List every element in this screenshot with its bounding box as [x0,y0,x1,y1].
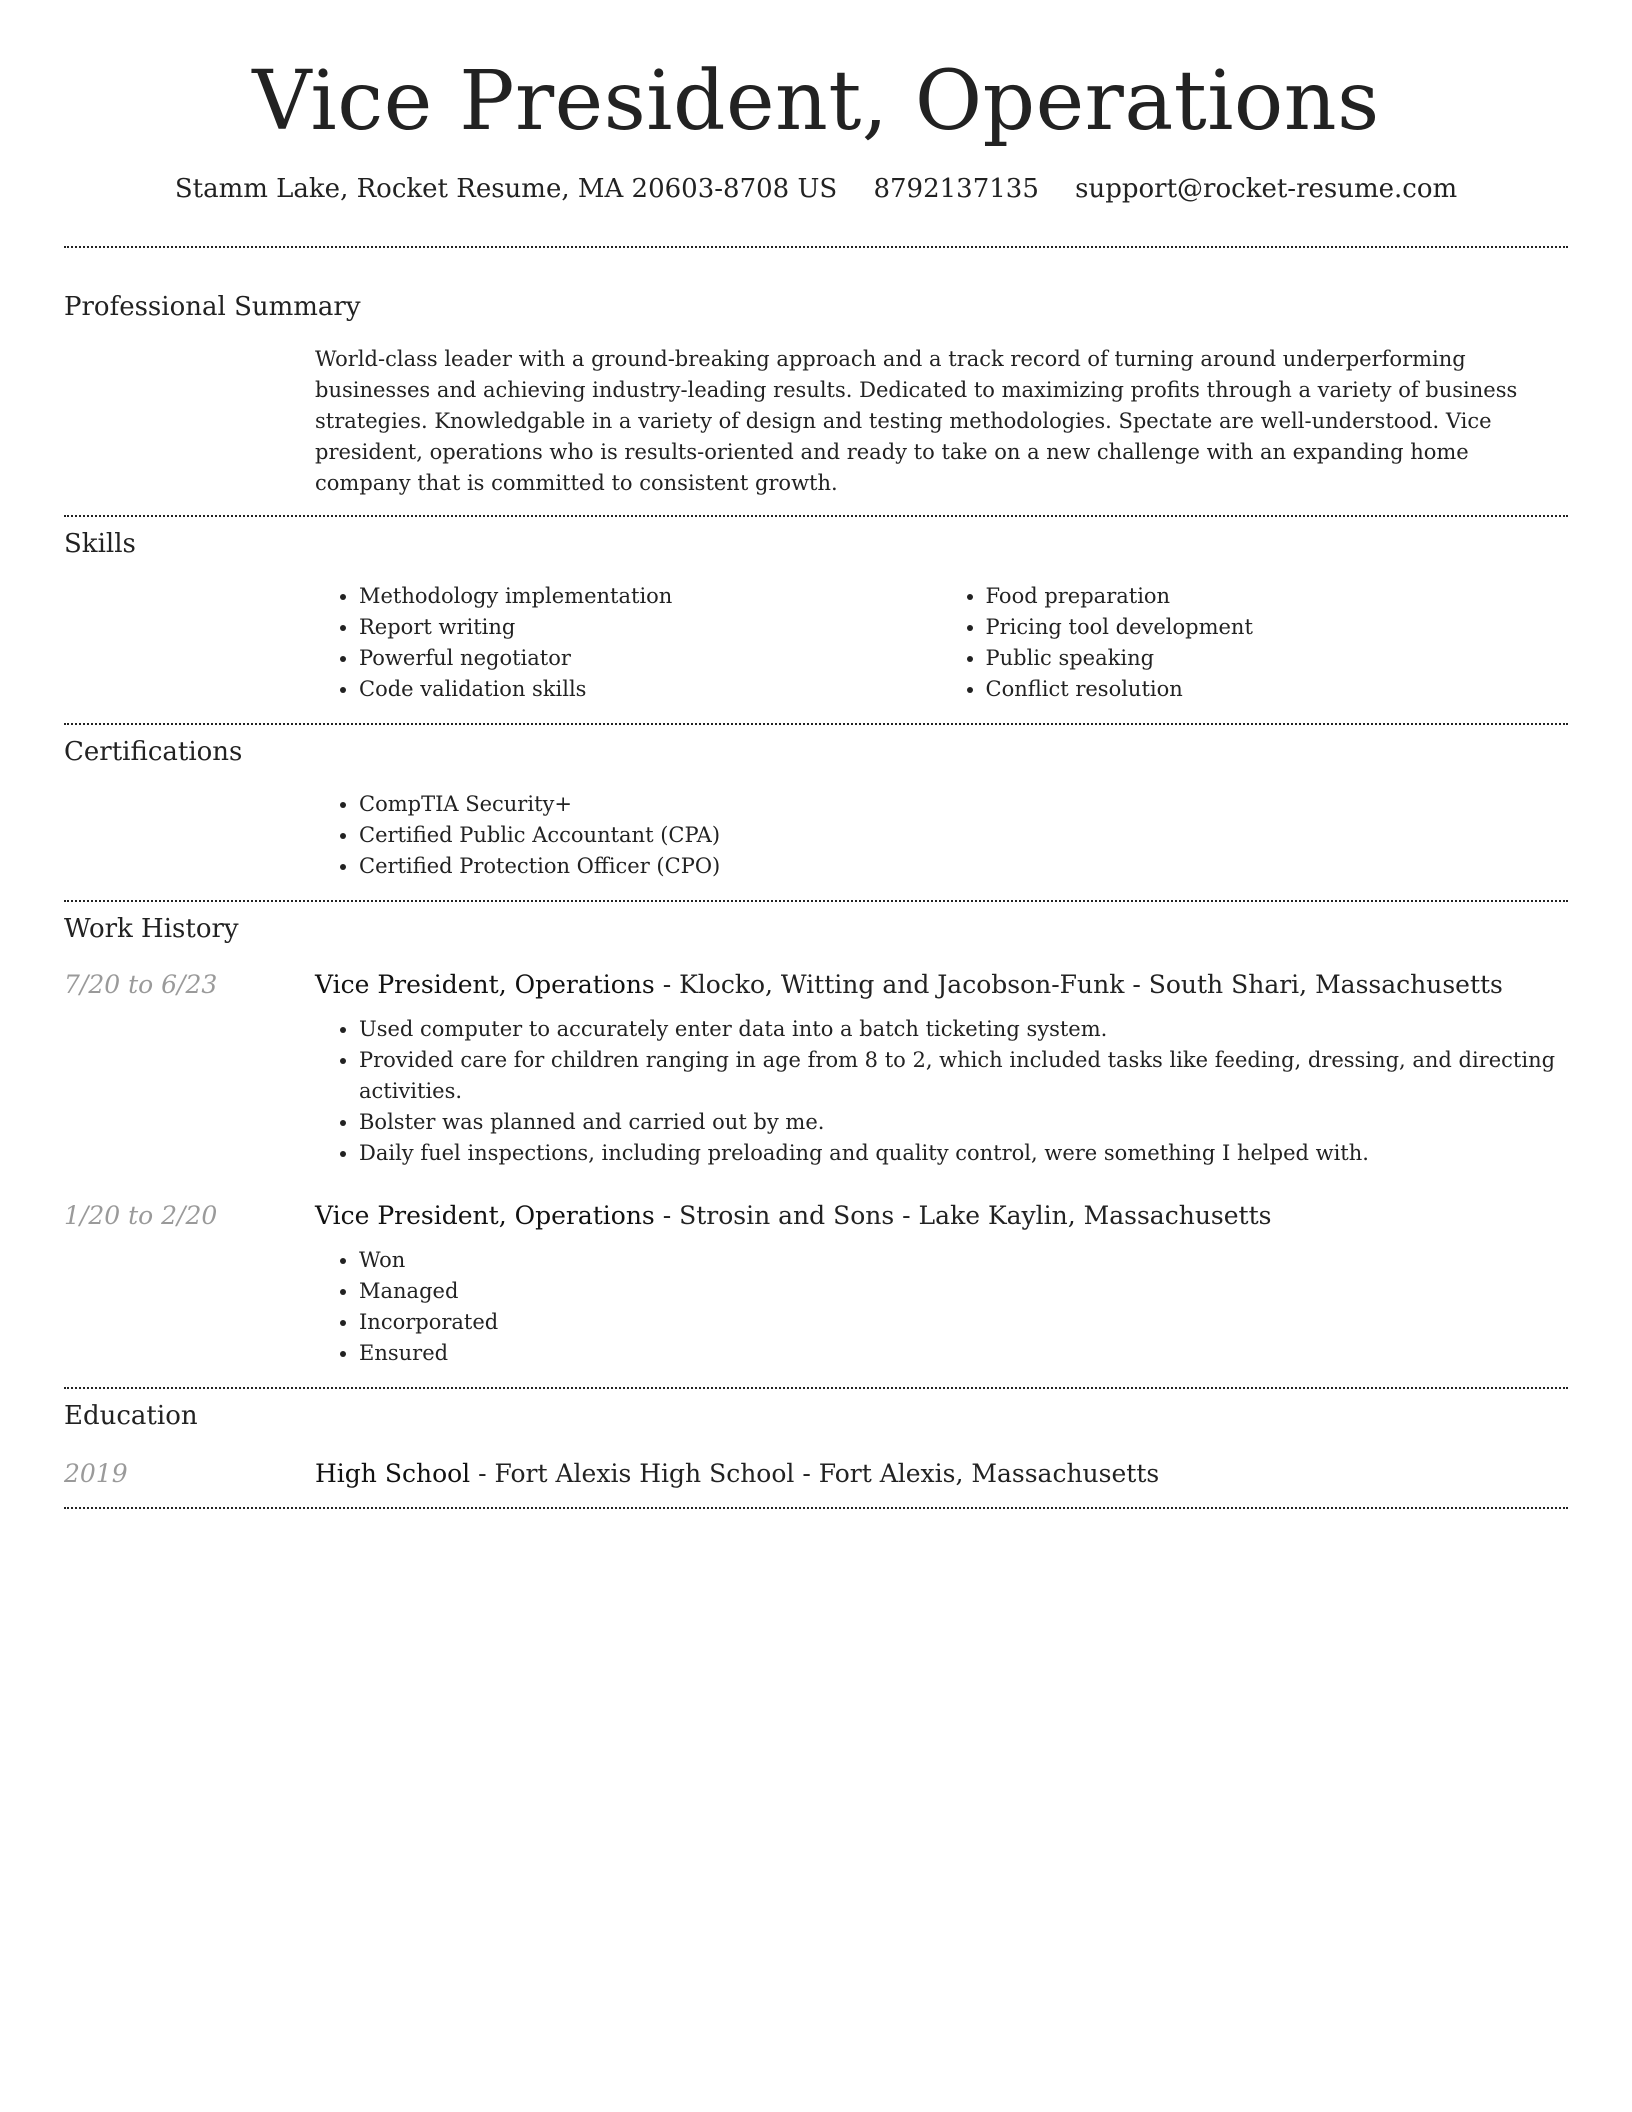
job-entry [64,968,1568,1169]
list-item: • Food preparation [986,581,1569,612]
list-item: • Methodology implementation [359,581,942,612]
resume-page [64,0,1568,1509]
list-item: • Certified Public Accountant (CPA) [359,820,1568,851]
work-section [64,912,1568,1369]
job-role: Vice President, Operations [315,970,655,999]
list-item: • Report writing [359,612,942,643]
job-entry [64,1199,1568,1369]
list-item: • Bolster was planned and carried out by me. [359,1107,1568,1138]
skills-heading: Skills [64,529,136,559]
list-item: • Provided care for children ranging in age from 8 to 2, which included tasks like feeding, dressing, and directing activities. [359,1045,1568,1107]
summary-heading: Professional Summary [64,292,361,322]
list-item: • Conflict resolution [986,674,1569,705]
job-bullets [315,1014,1568,1169]
certifications-heading: Certifications [64,737,243,767]
section-divider [64,1507,1568,1509]
certifications-content [315,789,1568,882]
certifications-section [64,735,1568,882]
contact-address: Stamm Lake, Rocket Resume, MA 20603-8708 US [174,174,838,204]
contact-email: support@rocket-resume.com [1075,174,1458,204]
certifications-list [315,789,1568,882]
job-dates: 7/20 to 6/23 [64,970,218,999]
list-item: • Pricing tool development [986,612,1569,643]
contact-phone: 8792137135 [873,174,1039,204]
skills-list-right [942,581,1569,705]
job-dates: 1/20 to 2/20 [64,1201,218,1230]
job-bullet-list [315,1014,1568,1169]
list-item: • Certified Protection Officer (CPO) [359,851,1568,882]
work-heading: Work History [64,914,239,944]
education-degree: High School [315,1459,471,1488]
list-item: • Ensured [359,1338,1568,1369]
skills-grid [315,581,1568,705]
job-bullets [315,1245,1568,1369]
skills-list-left [315,581,942,705]
job-role: Vice President, Operations [315,1201,655,1230]
education-details: - Fort Alexis High School - Fort Alexis, Massachusetts [470,1459,1160,1488]
job-body [315,1199,1568,1369]
section-divider [64,246,1568,248]
candidate-name: Vice President, Operations [252,54,1380,149]
list-item: • Code validation skills [359,674,942,705]
education-entry [64,1457,1568,1491]
education-section [64,1399,1568,1491]
section-divider [64,515,1568,517]
list-item: • Incorporated [359,1307,1568,1338]
list-item: • Won [359,1245,1568,1276]
list-item: • Public speaking [986,643,1569,674]
summary-text: World-class leader with a ground-breaking approach and a track record of turning around underperforming businesses and achieving industry-leading results. Dedicated to maximizing profits through a variety of business strategies. Knowledgable in a variety of design and testing methodologies. Spectate are well-understood. Vice president, operations who is results-oriented and ready to take on a new challenge with an expanding home company that is committed to consistent growth. [315,347,1518,495]
contact-line [64,172,1568,206]
job-title-line [315,1199,1568,1233]
job-bullet-list [315,1245,1568,1369]
education-heading: Education [64,1401,198,1431]
list-item: • Daily fuel inspections, including preloading and quality control, were something I helped with. [359,1138,1568,1169]
list-item: • CompTIA Security+ [359,789,1568,820]
education-year: 2019 [64,1459,128,1488]
list-item: • Managed [359,1276,1568,1307]
list-item: • Used computer to accurately enter data into a batch ticketing system. [359,1014,1568,1045]
section-divider [64,723,1568,725]
summary-section [64,290,1568,499]
job-title-line [315,968,1568,1002]
education-title-line [315,1457,1159,1491]
section-divider [64,900,1568,902]
section-divider [64,1387,1568,1389]
skills-section [64,527,1568,705]
job-body [315,968,1568,1169]
list-item: • Powerful negotiator [359,643,942,674]
job-details: - Klocko, Witting and Jacobson-Funk - South Shari, Massachusetts [654,970,1503,999]
job-details: - Strosin and Sons - Lake Kaylin, Massachusetts [654,1201,1272,1230]
